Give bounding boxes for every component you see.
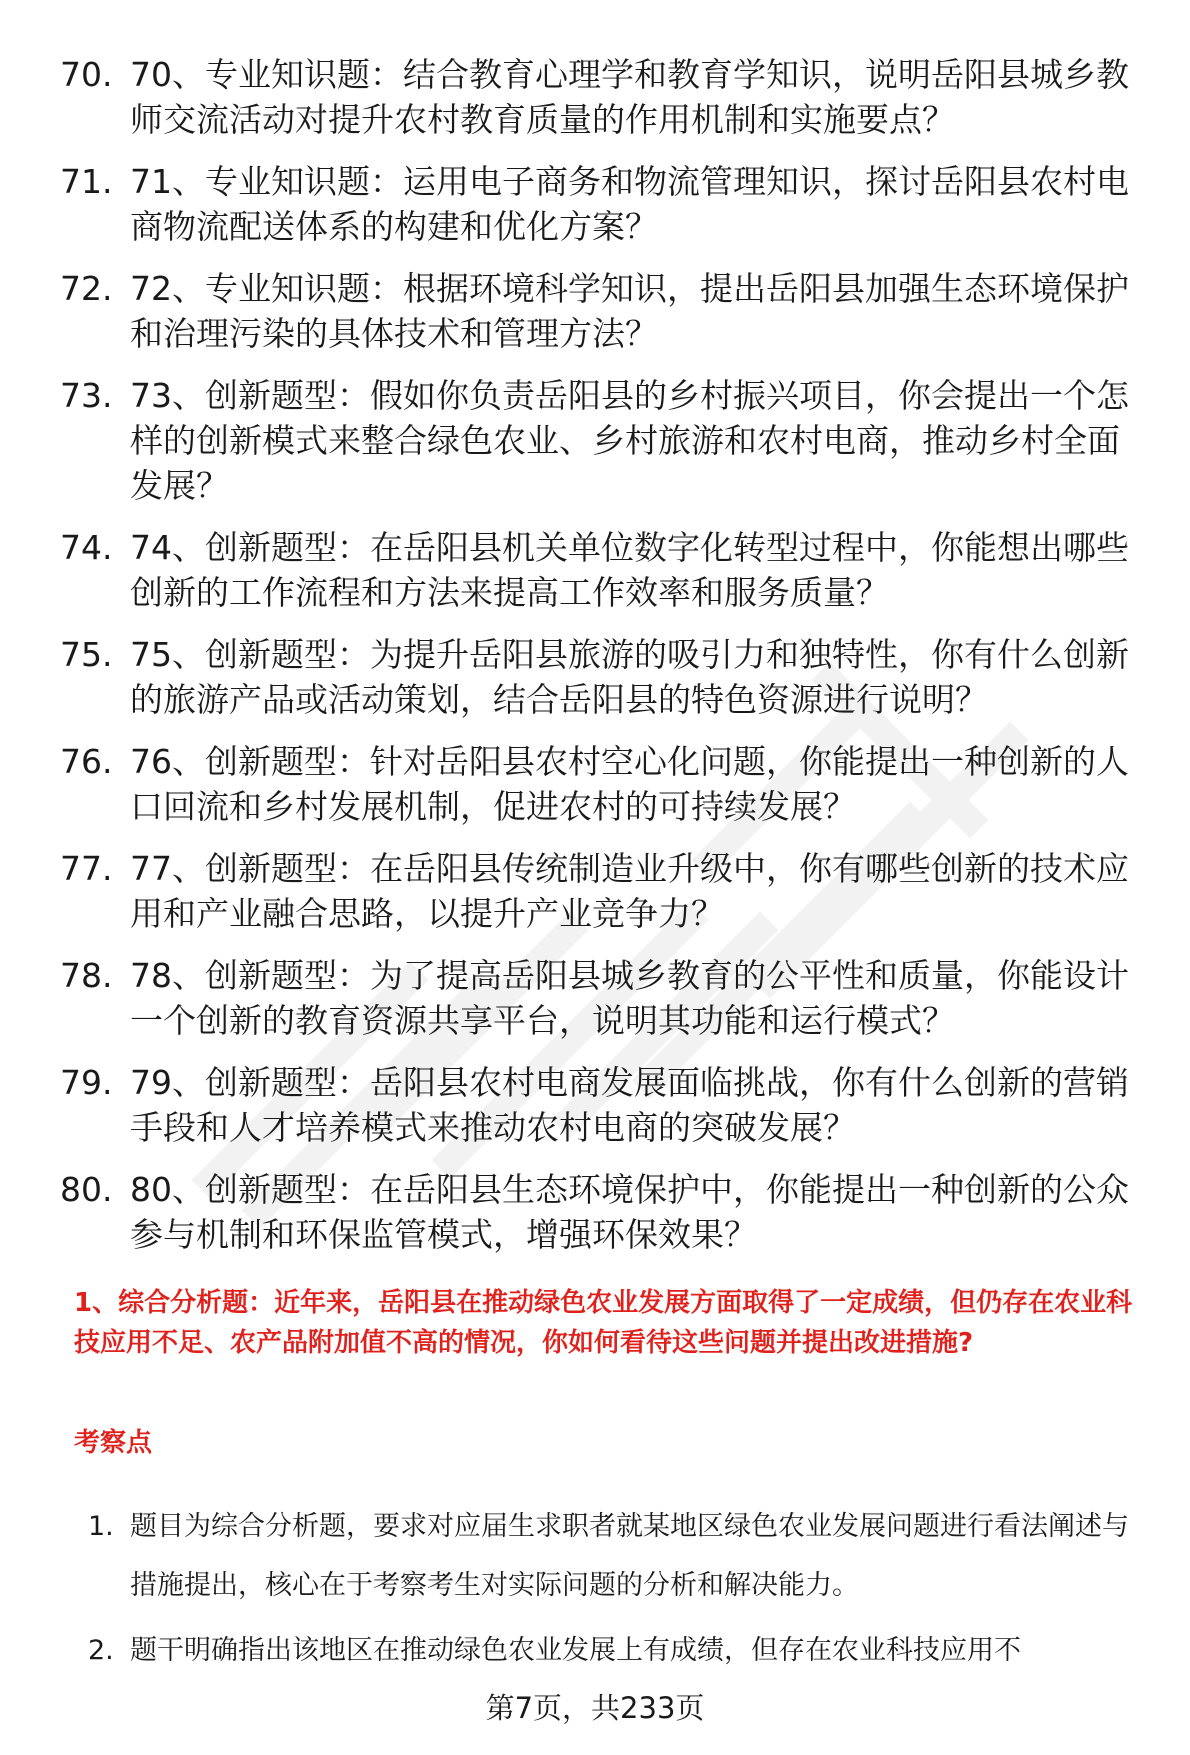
question-number: 75. [60, 635, 113, 674]
question-text: 70、专业知识题：结合教育心理学和教育学知识，说明岳阳县城乡教师交流活动对提升农村教育质量的作用机制和实施要点？ [130, 55, 1129, 139]
question-item [0, 846, 1190, 936]
question-item [0, 266, 1190, 356]
assessment-point [0, 1497, 1190, 1615]
question-number: 80. [60, 1170, 113, 1209]
point-text: 题干明确指出该地区在推动绿色农业发展上有成绩，但存在农业科技应用不 [130, 1635, 1021, 1666]
question-text: 77、创新题型：在岳阳县传统制造业升级中，你有哪些创新的技术应用和产业融合思路，以提升产业竞争力？ [130, 849, 1129, 933]
assessment-points-list [0, 1497, 1190, 1686]
question-text: 73、创新题型：假如你负责岳阳县的乡村振兴项目，你会提出一个怎样的创新模式来整合绿色农业、乡村旅游和农村电商，推动乡村全面发展？ [130, 376, 1129, 505]
question-item [0, 52, 1190, 142]
question-number: 71. [60, 162, 113, 201]
point-number: 1. [88, 1511, 114, 1542]
page-footer: 第7页，共233页 [485, 1691, 705, 1725]
question-number: 77. [60, 849, 113, 888]
question-number: 74. [60, 528, 113, 567]
section-heading: 考察点 [74, 1428, 153, 1458]
question-text: 75、创新题型：为提升岳阳县旅游的吸引力和独特性，你有什么创新的旅游产品或活动策划，结合岳阳县的特色资源进行说明？ [130, 635, 1129, 719]
question-text: 74、创新题型：在岳阳县机关单位数字化转型过程中，你能想出哪些创新的工作流程和方法来提高工作效率和服务质量？ [130, 528, 1129, 612]
case-question: 1、综合分析题：近年来，岳阳县在推动绿色农业发展方面取得了一定成绩，但仍存在农业科技应用不足、农产品附加值不高的情况，你如何看待这些问题并提出改进措施? [74, 1288, 1133, 1358]
question-item [0, 632, 1190, 722]
question-item [0, 1167, 1190, 1257]
question-number: 73. [60, 376, 113, 415]
point-text: 题目为综合分析题，要求对应届生求职者就某地区绿色农业发展问题进行看法阐述与措施提出，核心在于考察考生对实际问题的分析和解决能力。 [130, 1511, 1129, 1601]
question-number: 72. [60, 269, 113, 308]
question-item [0, 739, 1190, 829]
question-number: 70. [60, 55, 113, 94]
question-item [0, 159, 1190, 249]
question-item [0, 525, 1190, 615]
question-item [0, 1060, 1190, 1150]
question-text: 79、创新题型：岳阳县农村电商发展面临挑战，你有什么创新的营销手段和人才培养模式来推动农村电商的突破发展？ [130, 1063, 1129, 1147]
point-number: 2. [88, 1635, 114, 1666]
question-text: 72、专业知识题：根据环境科学知识，提出岳阳县加强生态环境保护和治理污染的具体技术和管理方法？ [130, 269, 1129, 353]
question-text: 78、创新题型：为了提高岳阳县城乡教育的公平性和质量，你能设计一个创新的教育资源共享平台，说明其功能和运行模式？ [130, 956, 1129, 1040]
question-number: 78. [60, 956, 113, 995]
question-text: 76、创新题型：针对岳阳县农村空心化问题，你能提出一种创新的人口回流和乡村发展机制，促进农村的可持续发展？ [130, 742, 1129, 826]
question-item [0, 373, 1190, 508]
question-text: 80、创新题型：在岳阳县生态环境保护中，你能提出一种创新的公众参与机制和环保监管模式，增强环保效果？ [130, 1170, 1129, 1254]
question-list [0, 52, 1190, 1274]
question-text: 71、专业知识题：运用电子商务和物流管理知识，探讨岳阳县农村电商物流配送体系的构建和优化方案？ [130, 162, 1129, 246]
question-number: 79. [60, 1063, 113, 1102]
question-item [0, 953, 1190, 1043]
assessment-point [0, 1621, 1190, 1680]
question-number: 76. [60, 742, 113, 781]
